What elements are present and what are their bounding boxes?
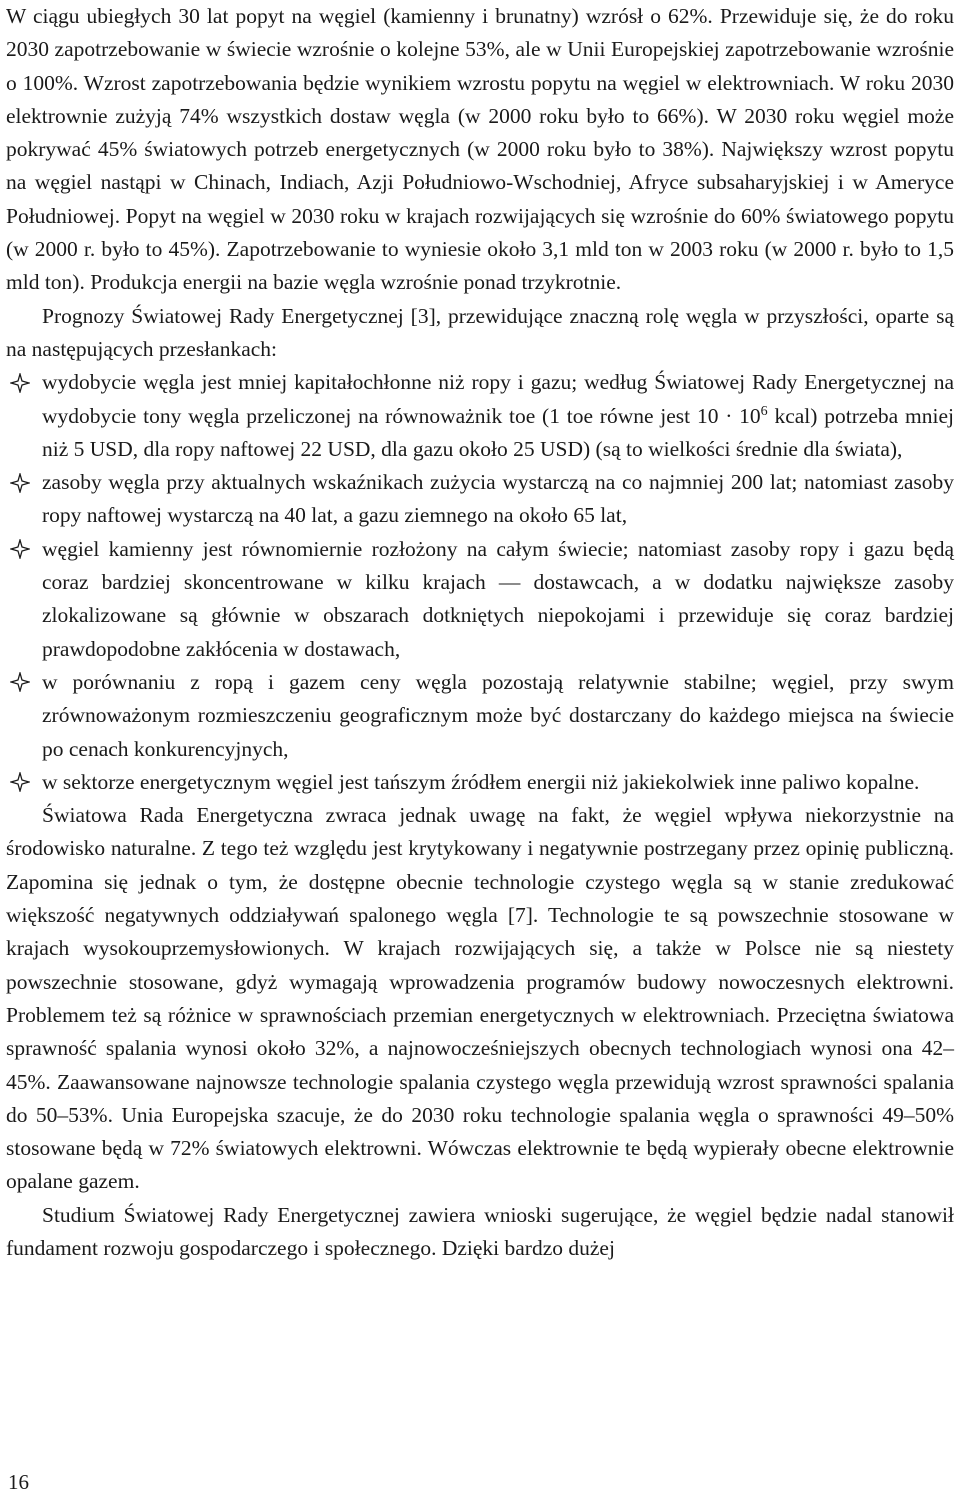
list-item-text: wydobycie węgla jest mniej kapitałochłonne niż ropy i gazu; według Światowej Rady Energetycznej na wydobycie tony węgla przeliczonej na równoważnik toe (1 toe równe jest 10 · 10 bbox=[42, 370, 954, 428]
premises-list bbox=[6, 366, 954, 799]
superscript-exponent: 6 bbox=[760, 403, 768, 419]
list-item bbox=[6, 366, 954, 466]
list-item bbox=[6, 666, 954, 766]
paragraph-coal-demand: W ciągu ubiegłych 30 lat popyt na węgiel (kamienny i brunatny) wzrósł o 62%. Przewiduje się, że do roku 2030 zapotrzebowanie w świecie wzrośnie o kolejne 53%, ale w Unii Europejskiej zapotrzebowanie wzrośnie o 100%. Wzrost zapotrzebowania będzie wynikiem wzrostu popytu na węgiel w elektrowniach. W roku 2030 elektrownie zużyją 74% wszystkich dostaw węgla (w 2000 roku było to 66%). W 2030 roku węgiel może pokrywać 45% światowych potrzeb energetycznych (w 2000 roku było to 38%). Największy wzrost popytu na węgiel nastąpi w Chinach, Indiach, Azji Południowo-Wschodniej, Afryce subsaharyjskiej i w Ameryce Południowej. Popyt na węgiel w 2030 roku w krajach rozwijających się wzrośnie do 60% światowego popytu (w 2000 r. było to 45%). Zapotrzebowanie to wyniesie około 3,1 mld ton w 2003 roku (w 2000 r. było to 1,5 mld ton). Produkcja energii na bazie węgla wzrośnie ponad trzykrotnie. bbox=[6, 4, 954, 295]
page-number: 16 bbox=[8, 1470, 29, 1494]
four-point-star-icon bbox=[8, 666, 32, 699]
four-point-star-icon bbox=[8, 466, 32, 499]
list-item-text: węgiel kamienny jest równomiernie rozłożony na całym świecie; natomiast zasoby ropy i gazu będą coraz bardziej skoncentrowane w kilku krajach — dostawcach, a w dodatku największe zasoby zlokalizowane są głównie w obszarach dotkniętych niepokojami i przewiduje się coraz bardziej prawdopodobne zakłócenia w dostawach, bbox=[42, 536, 954, 661]
paragraph-wec-forecast: Prognozy Światowej Rady Energetycznej [3], przewidujące znaczną rolę węgla w przyszłości, oparte są na następujących przesłankach: bbox=[6, 303, 954, 361]
list-item-text: zasoby węgla przy aktualnych wskaźnikach zużycia wystarczą na co najmniej 200 lat; natomiast zasoby ropy naftowej wystarczą na 40 lat, a gazu ziemnego na około 65 lat, bbox=[42, 470, 954, 528]
list-item bbox=[6, 766, 954, 799]
paragraph-wec-study: Studium Światowej Rady Energetycznej zawiera wnioski sugerujące, że węgiel będzie nadal stanowił fundament rozwoju gospodarczego i społecznego. Dzięki bardzo dużej bbox=[6, 1202, 954, 1260]
list-item-text-cont: kcal) potrzeba mniej niż 5 USD, dla ropy naftowej 22 USD, dla gazu około 25 USD) (są to wielkości średnie dla świata), bbox=[42, 403, 954, 461]
four-point-star-icon bbox=[8, 366, 32, 399]
list-item-text: w porównaniu z ropą i gazem ceny węgla pozostają relatywnie stabilne; węgiel, przy swym zrównoważonym rozmieszczeniu geograficznym może być dostarczany do każdego miejsca na świecie po cenach konkurencyjnych, bbox=[42, 669, 954, 761]
list-item bbox=[6, 533, 954, 666]
list-item-text: w sektorze energetycznym węgiel jest tańszym źródłem energii niż jakiekolwiek inne paliwo kopalne. bbox=[42, 769, 920, 794]
list-item bbox=[6, 466, 954, 533]
paragraph-clean-coal: Światowa Rada Energetyczna zwraca jednak uwagę na fakt, że węgiel wpływa niekorzystnie na środowisko naturalne. Z tego też względu jest krytykowany i negatywnie postrzegany przez opinię publiczną. Zapomina się jednak o tym, że dostępne obecnie technologie czystego węgla są w stanie zredukować większość negatywnych oddziaływań spalonego węgla [7]. Technologie te są powszechnie stosowane w krajach wysokouprzemysłowionych. W krajach rozwijających się, a także w Polsce nie są niestety powszechnie stosowane, gdyż wymagają wprowadzenia programów budowy nowoczesnych elektrowni. Problemem też są różnice w sprawnościach przemian energetycznych w elektrowniach. Przeciętna światowa sprawność spalania wynosi około 32%, a najnowocześniejszych obecnych technologiach wynosi ona 42–45%. Zaawansowane najnowsze technologie spalania czystego węgla przewidują wzrost sprawności spalania do 50–53%. Unia Europejska szacuje, że do 2030 roku technologie spalania węgla o sprawności 49–50% stosowane będą w 72% światowych elektrowni. Wówczas elektrownie te będą wypierały obecne elektrownie opalane gazem. bbox=[6, 803, 954, 1194]
four-point-star-icon bbox=[8, 533, 32, 566]
page-body bbox=[6, 0, 954, 1265]
four-point-star-icon bbox=[8, 766, 32, 799]
